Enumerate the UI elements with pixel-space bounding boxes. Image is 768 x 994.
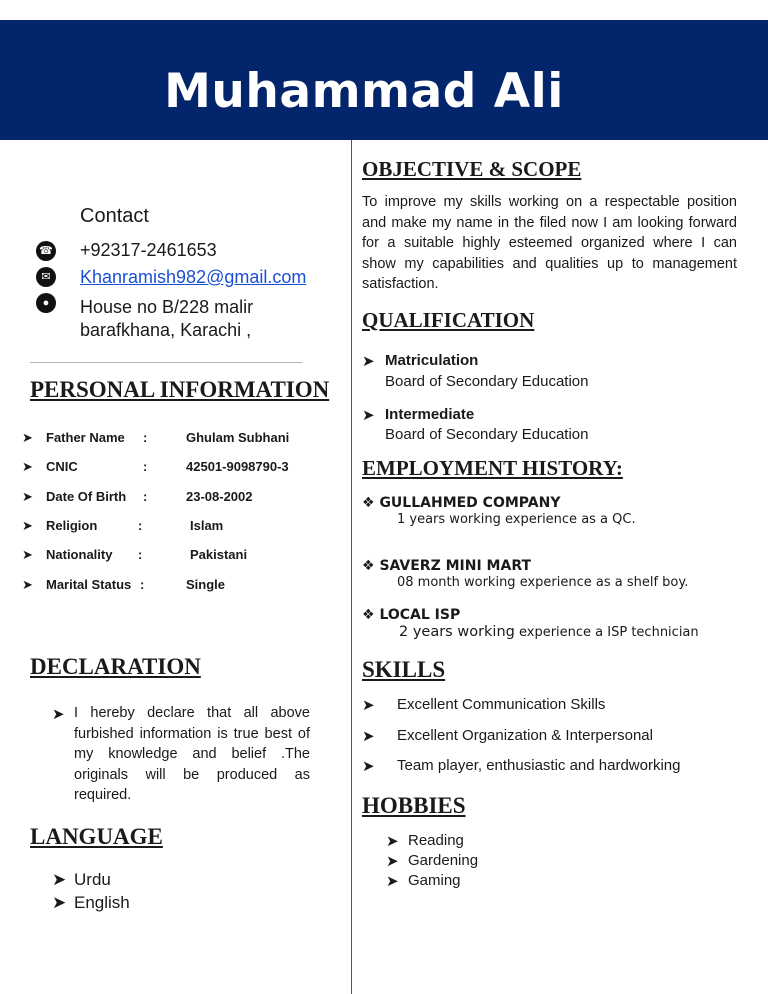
language-item-english: English [74, 893, 130, 912]
personal-info-value: Islam [190, 518, 224, 533]
employment-description: 08 month working experience as a shelf boy. [397, 575, 689, 590]
contact-phone: +92317-2461653 [80, 240, 217, 260]
column-divider [351, 140, 352, 994]
objective-text: To improve my skills working on a respectable position and make my name in the filed now I am looking forward for a suitable highly esteemed organized where I can show my capabilities and qualities up to management satisfaction. [362, 194, 737, 292]
personal-info-value: 23-08-2002 [186, 489, 253, 504]
personal-info-row [22, 489, 253, 505]
objective-heading: OBJECTIVE & SCOPE [362, 157, 582, 181]
personal-info-row [22, 518, 224, 534]
personal-info-value: 42501-9098790-3 [186, 459, 289, 474]
personal-info-row [22, 547, 248, 563]
personal-info-label: CNIC [46, 459, 78, 474]
personal-info-row [22, 459, 289, 475]
personal-info-value: Single [186, 577, 226, 592]
qualification-title: Matriculation [385, 352, 479, 369]
mail-icon: ✉ [36, 267, 56, 287]
four-diamond-bullet-icon: ❖ [362, 558, 375, 574]
qualification-board: Board of Secondary Education [385, 373, 589, 390]
phone-icon: ☎ [36, 241, 56, 261]
employment-company: SAVERZ MINI MART [379, 558, 532, 574]
personal-info-separator: : [143, 430, 148, 445]
language-item-urdu: Urdu [74, 870, 111, 889]
employment-description-part: 2 years working [399, 624, 515, 640]
personal-info-value: Pakistani [190, 547, 248, 562]
arrowhead-bullet-icon: ➤ [362, 407, 375, 424]
arrowhead-bullet-icon: ➤ [386, 873, 399, 890]
personal-info-value: Ghulam Subhani [186, 430, 290, 445]
contact-heading: Contact [80, 205, 149, 227]
contact-address-line2: barafkhana, Karachi , [80, 320, 252, 340]
skill-item: Excellent Communication Skills [397, 696, 606, 713]
arrowhead-bullet-icon: ➤ [22, 518, 33, 533]
hobby-item: Gaming [408, 872, 461, 889]
arrowhead-bullet-icon: ➤ [52, 706, 65, 723]
section-divider [30, 362, 302, 363]
personal-info-separator: : [143, 489, 148, 504]
arrowhead-bullet-icon: ➤ [362, 353, 375, 370]
language-heading: LANGUAGE [30, 824, 163, 849]
contact-email-link[interactable]: Khanramish982@gmail.com [80, 267, 307, 287]
employment-description [399, 624, 699, 640]
personal-info-row [22, 430, 290, 446]
hobbies-heading: HOBBIES [362, 793, 466, 818]
skill-item: Excellent Organization & Interpersonal [397, 727, 653, 744]
personal-info-separator: : [138, 518, 143, 533]
personal-info-separator: : [140, 577, 145, 592]
arrowhead-bullet-icon: ➤ [52, 870, 67, 889]
qualification-title: Intermediate [385, 406, 475, 423]
employment-company: LOCAL ISP [379, 607, 461, 623]
personal-info-label: Father Name [46, 430, 125, 445]
arrowhead-bullet-icon: ➤ [22, 459, 33, 474]
employment-description: 1 years working experience as a QC. [397, 512, 636, 527]
arrowhead-bullet-icon: ➤ [362, 758, 375, 775]
personal-info-separator: : [138, 547, 143, 562]
employment-company: GULLAHMED COMPANY [379, 495, 561, 511]
arrowhead-bullet-icon: ➤ [386, 853, 399, 870]
declaration-heading: DECLARATION [30, 654, 201, 679]
personal-info-row [22, 577, 226, 593]
arrowhead-bullet-icon: ➤ [386, 833, 399, 850]
employment-item-title [362, 607, 460, 623]
arrowhead-bullet-icon: ➤ [22, 489, 33, 504]
skill-item: Team player, enthusiastic and hardworking [397, 757, 681, 774]
declaration-text: I hereby declare that all above furbished information is true best of my knowledge and belief .The originals will be produced as required. [74, 705, 310, 803]
qualification-board: Board of Secondary Education [385, 426, 589, 443]
employment-item-title [362, 495, 560, 511]
personal-info-separator: : [143, 459, 148, 474]
arrowhead-bullet-icon: ➤ [362, 728, 375, 745]
arrowhead-bullet-icon: ➤ [52, 893, 67, 912]
contact-address-line1: House no B/228 malir [80, 297, 254, 317]
qualification-heading: QUALIFICATION [362, 308, 535, 332]
hobby-item: Reading [408, 832, 464, 849]
personal-info-label: Nationality [46, 547, 113, 562]
personal-info-label: Date Of Birth [46, 489, 127, 504]
arrowhead-bullet-icon: ➤ [362, 697, 375, 714]
arrowhead-bullet-icon: ➤ [22, 577, 33, 592]
location-pin-icon: ● [36, 293, 56, 313]
personal-information-heading: PERSONAL INFORMATION [30, 377, 330, 402]
hobby-item: Gardening [408, 852, 479, 869]
personal-info-label: Marital Status [46, 577, 132, 592]
employment-description-part: experience a ISP technician [514, 625, 699, 640]
arrowhead-bullet-icon: ➤ [22, 430, 33, 445]
arrowhead-bullet-icon: ➤ [22, 547, 33, 562]
skills-heading: SKILLS [362, 657, 446, 682]
four-diamond-bullet-icon: ❖ [362, 495, 375, 511]
personal-info-label: Religion [46, 518, 98, 533]
candidate-name: Muhammad Ali [164, 64, 564, 119]
employment-history-heading: EMPLOYMENT HISTORY: [362, 456, 623, 480]
four-diamond-bullet-icon: ❖ [362, 607, 375, 623]
employment-item-title [362, 558, 531, 574]
